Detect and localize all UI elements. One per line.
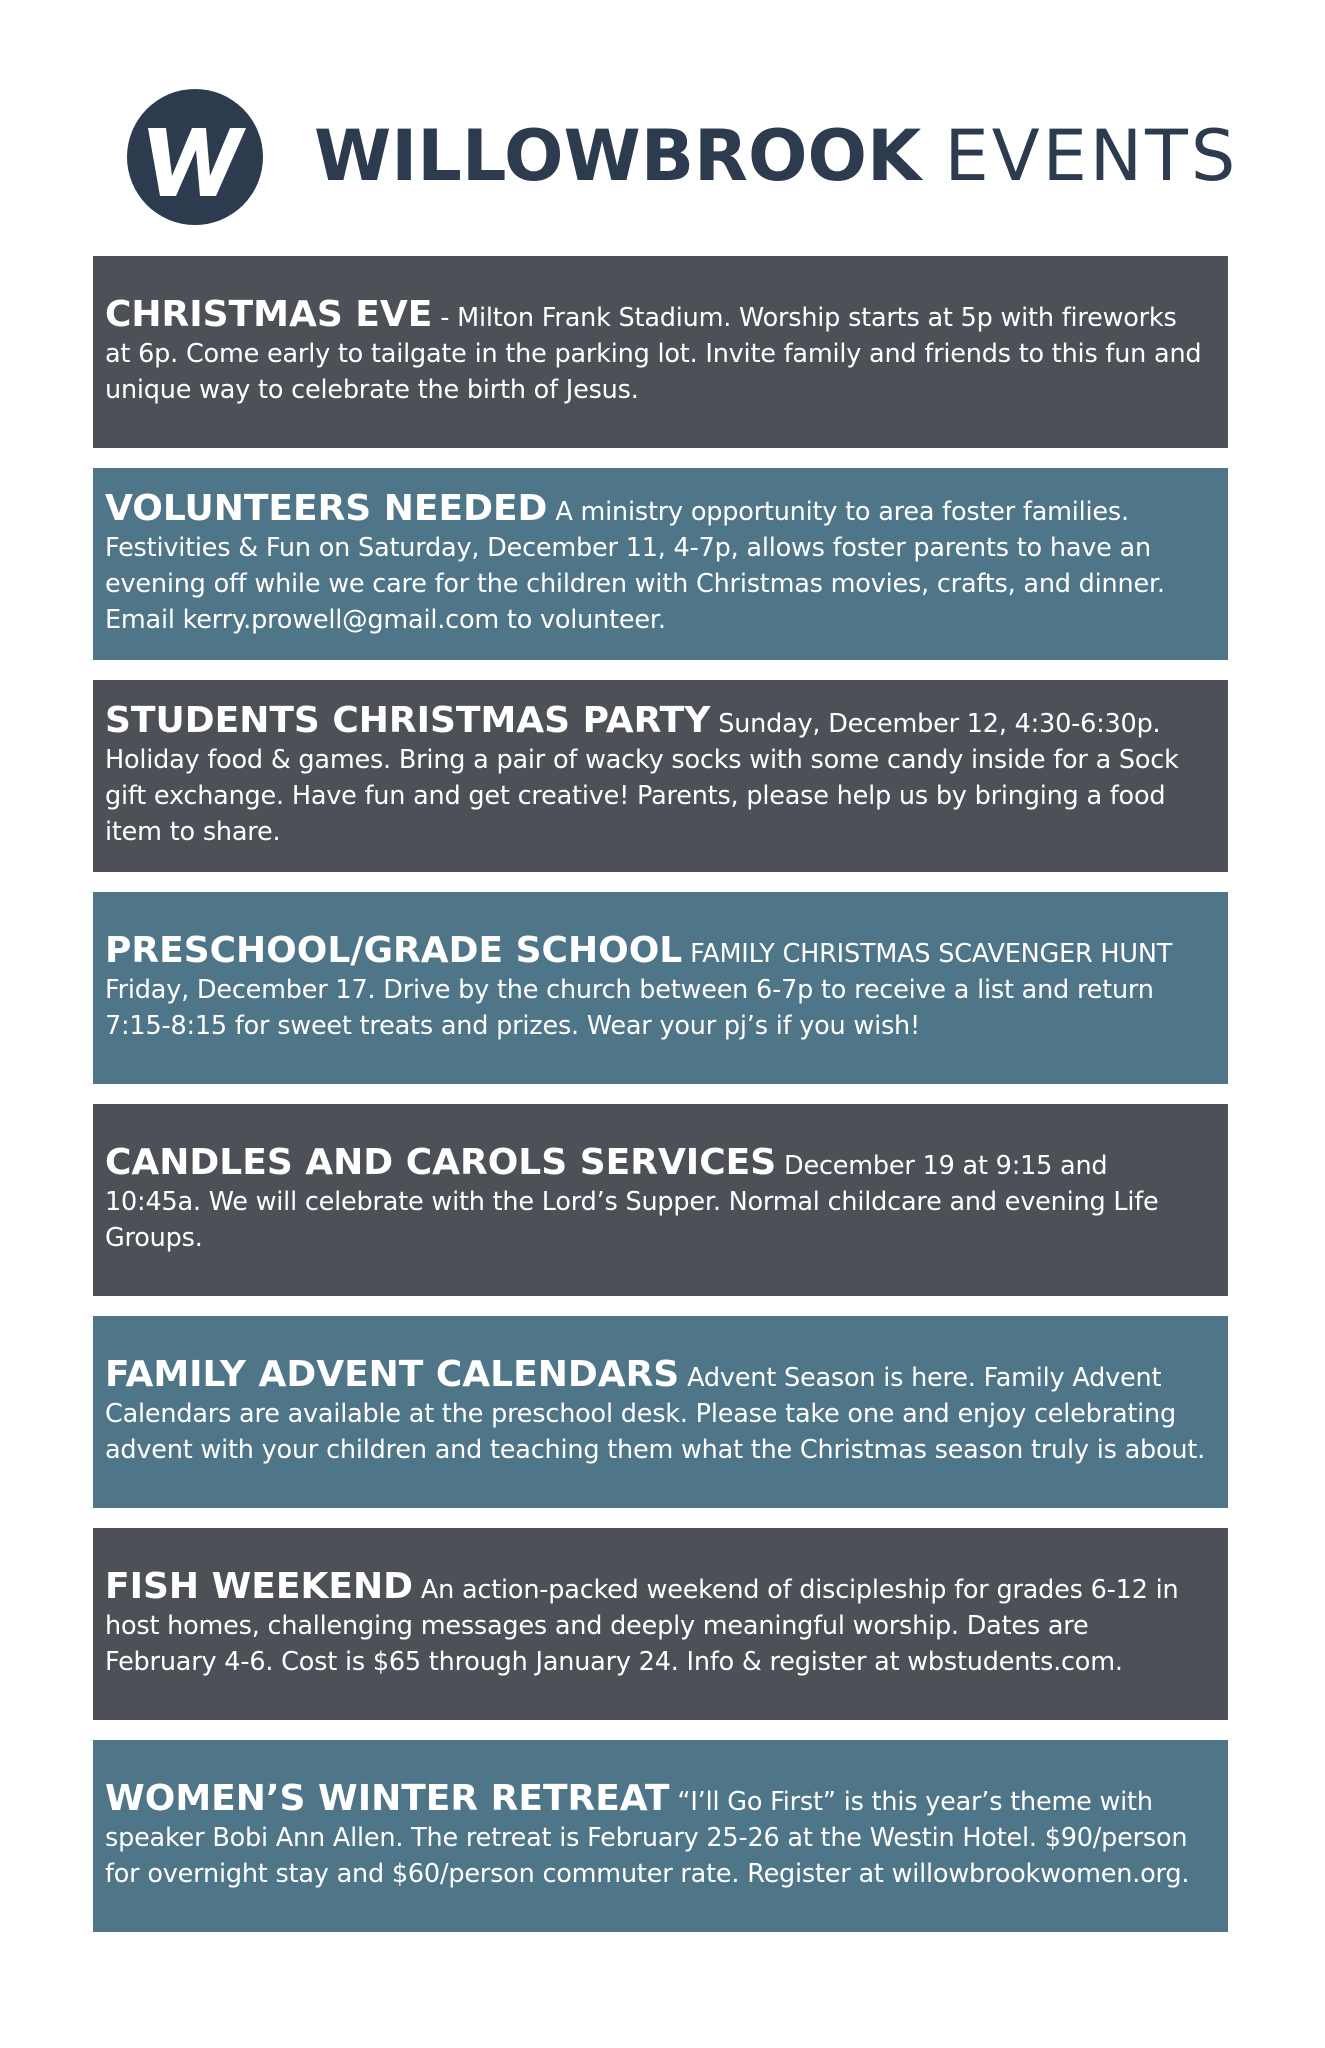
events-list	[93, 256, 1228, 1952]
event-title: CANDLES AND CAROLS SERVICES	[105, 1141, 777, 1183]
event-title: WOMEN’S WINTER RETREAT	[105, 1777, 670, 1819]
event-title: STUDENTS CHRISTMAS PARTY	[105, 699, 711, 741]
event-body: An action-packed weekend of discipleship for grades 6-12 in host homes, challenging messages and deeply meaningful worship. Dates are February 4-6. Cost is $65 through January 24. Info & register at wbstudents.com.	[105, 1574, 1179, 1677]
event-title: CHRISTMAS EVE	[105, 293, 433, 335]
event-christmas-eve	[93, 256, 1228, 448]
event-body: Sunday, December 12, 4:30-6:30p. Holiday food & games. Bring a pair of wacky socks with some candy inside for a Sock gift exchange. Have fun and get creative! Parents, please help us by bringing a food item to share.	[105, 708, 1179, 847]
event-preschool-grade-school	[93, 892, 1228, 1084]
event-body: A ministry opportunity to area foster families. Festivities & Fun on Saturday, December 11, 4-7p, allows foster parents to have an evening off while we care for the children with Christmas movies, crafts, and dinner. Email kerry.prowell@gmail.com to volunteer.	[105, 496, 1165, 635]
page-title	[314, 106, 1238, 206]
event-text	[105, 699, 1206, 850]
event-candles-and-carols	[93, 1104, 1228, 1296]
event-text	[105, 1565, 1206, 1680]
title-bold-word: WILLOWBROOK	[314, 115, 922, 197]
event-title: FAMILY ADVENT CALENDARS	[105, 1353, 680, 1395]
event-title: FISH WEEKEND	[105, 1565, 413, 1607]
event-text	[105, 929, 1206, 1044]
event-body: - Milton Frank Stadium. Worship starts at 5p with fireworks at 6p. Come early to tailgate in the parking lot. Invite family and friends to this fun and unique way to celebrate the birth of Jesus.	[105, 302, 1202, 405]
event-body: “I’ll Go First” is this year’s theme with speaker Bobi Ann Allen. The retreat is February 25-26 at the Westin Hotel. $90/person for overnight stay and $60/person commuter rate. Register at willowbrookwomen.org.	[105, 1786, 1190, 1889]
event-students-christmas-party	[93, 680, 1228, 872]
event-title: VOLUNTEERS NEEDED	[105, 487, 548, 529]
event-body: FAMILY CHRISTMAS SCAVENGER HUNT Friday, December 17. Drive by the church between 6-7p to receive a list and return 7:15-8:15 for sweet treats and prizes. Wear your pj’s if you wish!	[105, 938, 1173, 1041]
event-family-advent-calendars	[93, 1316, 1228, 1508]
page-header	[126, 88, 1239, 228]
event-text	[105, 293, 1206, 408]
event-title: PRESCHOOL/GRADE SCHOOL	[105, 929, 683, 971]
event-text	[105, 1141, 1206, 1256]
event-volunteers-needed	[93, 468, 1228, 660]
event-text	[105, 1353, 1206, 1468]
event-body: Advent Season is here. Family Advent Calendars are available at the preschool desk. Please take one and enjoy celebrating advent with your children and teaching them what the Christmas season truly is about.	[105, 1362, 1206, 1465]
event-text	[105, 487, 1206, 638]
willowbrook-logo	[126, 88, 264, 226]
title-light-word: EVENTS	[944, 115, 1239, 197]
event-womens-winter-retreat	[93, 1740, 1228, 1932]
event-body: December 19 at 9:15 and 10:45a. We will celebrate with the Lord’s Supper. Normal childcare and evening Life Groups.	[105, 1150, 1159, 1253]
event-text	[105, 1777, 1206, 1892]
event-fish-weekend	[93, 1528, 1228, 1720]
